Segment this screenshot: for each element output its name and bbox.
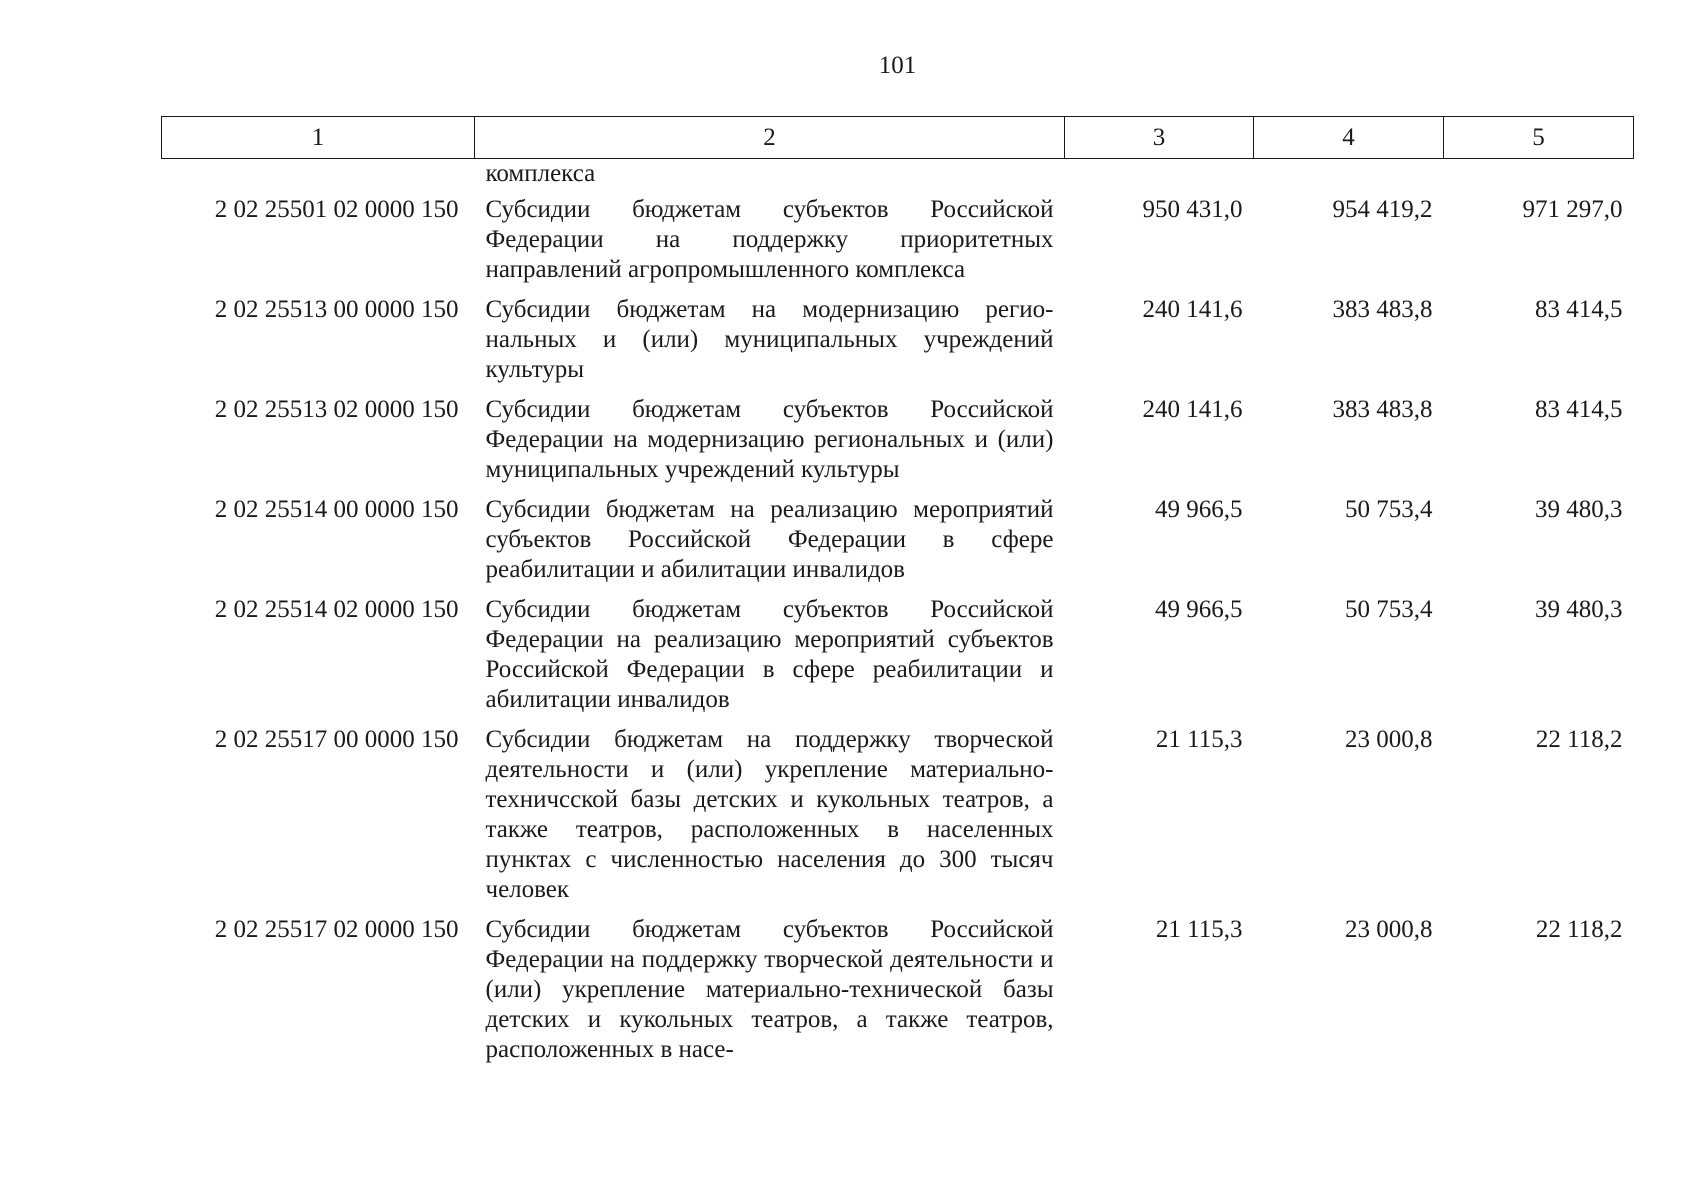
row-code: 2 02 25501 02 0000 150 (214, 196, 459, 223)
header-col-2: 2 (475, 117, 1065, 159)
continuation-row (162, 159, 1634, 196)
row-value-5: 39 480,3 (1535, 596, 1623, 623)
row-name: Субсидии бюджетам на модернизацию региональных и (или) муниципальных учреждений культуры (485, 296, 1054, 383)
row-value-3: 49 966,5 (1155, 596, 1243, 623)
header-row (162, 117, 1634, 159)
row-code: 2 02 25517 00 0000 150 (214, 726, 459, 753)
row-value-3: 240 141,6 (1142, 296, 1243, 323)
row-name: Субсидии бюджетам на поддержку творческой деятельности и (или) укрепление материально-техничсской базы детских и кукольных театров, а также театров, расположенных в населенных пунктах с численностью населения до 300 тысяч человек (485, 726, 1054, 903)
budget-table (161, 116, 1634, 1075)
table-row (162, 915, 1634, 1075)
row-value-4: 954 419,2 (1332, 196, 1433, 223)
table-row (162, 595, 1634, 725)
table-row (162, 725, 1634, 915)
row-value-3: 240 141,6 (1142, 396, 1243, 423)
header-col-5: 5 (1444, 117, 1634, 159)
table-row (162, 395, 1634, 495)
row-name: Субсидии бюджетам субъектов Российской Федерации на поддержку приоритетных направлений агропромышленного комплекса (485, 196, 1054, 283)
row-value-4: 383 483,8 (1332, 296, 1433, 323)
continuation-text: комплекса (485, 160, 596, 187)
row-value-4: 50 753,4 (1345, 596, 1433, 623)
row-value-4: 50 753,4 (1345, 496, 1433, 523)
row-name: Субсидии бюджетам субъектов Российской Федерации на реализацию мероприятий субъектов Российской Федерации в сфере реабилитации и абилитации инвалидов (485, 596, 1054, 713)
header-col-1: 1 (162, 117, 475, 159)
row-code: 2 02 25514 02 0000 150 (214, 596, 459, 623)
page-number: 101 (878, 52, 917, 79)
row-value-5: 83 414,5 (1535, 296, 1623, 323)
row-value-4: 383 483,8 (1332, 396, 1433, 423)
row-code: 2 02 25513 00 0000 150 (214, 296, 459, 323)
row-value-3: 49 966,5 (1155, 496, 1243, 523)
row-value-5: 39 480,3 (1535, 496, 1623, 523)
row-name: Субсидии бюджетам на реализацию мероприятий субъектов Российской Федерации в сфере реабилитации и абилитации инвалидов (485, 496, 1054, 583)
row-value-5: 22 118,2 (1535, 726, 1623, 753)
header-col-4: 4 (1254, 117, 1444, 159)
row-value-5: 83 414,5 (1535, 396, 1623, 423)
table-body (162, 159, 1634, 1076)
continuation-empty-5 (1444, 159, 1634, 196)
row-value-5: 22 118,2 (1535, 916, 1623, 943)
row-value-4: 23 000,8 (1345, 726, 1433, 753)
table-row (162, 195, 1634, 295)
table-row (162, 295, 1634, 395)
table-row (162, 495, 1634, 595)
continuation-empty-3 (1065, 159, 1254, 196)
row-value-3: 950 431,0 (1142, 196, 1243, 223)
row-code: 2 02 25514 00 0000 150 (214, 496, 459, 523)
row-code: 2 02 25513 02 0000 150 (214, 396, 459, 423)
row-value-3: 21 115,3 (1155, 916, 1243, 943)
table-header (162, 117, 1634, 159)
row-value-3: 21 115,3 (1155, 726, 1243, 753)
header-col-3: 3 (1065, 117, 1254, 159)
continuation-code-cell (162, 159, 475, 196)
row-name: Субсидии бюджетам субъектов Российской Федерации на модернизацию региональных и (или) муниципальных учреждений культуры (485, 396, 1054, 483)
row-code: 2 02 25517 02 0000 150 (214, 916, 459, 943)
row-name: Субсидии бюджетам субъектов Российской Федерации на поддержку творческой деятельности и (или) укрепление материально-технической базы детских и кукольных театров, а также театров, расположенных в насе- (485, 916, 1054, 1063)
row-value-5: 971 297,0 (1522, 196, 1623, 223)
row-value-4: 23 000,8 (1345, 916, 1433, 943)
continuation-empty-4 (1254, 159, 1444, 196)
